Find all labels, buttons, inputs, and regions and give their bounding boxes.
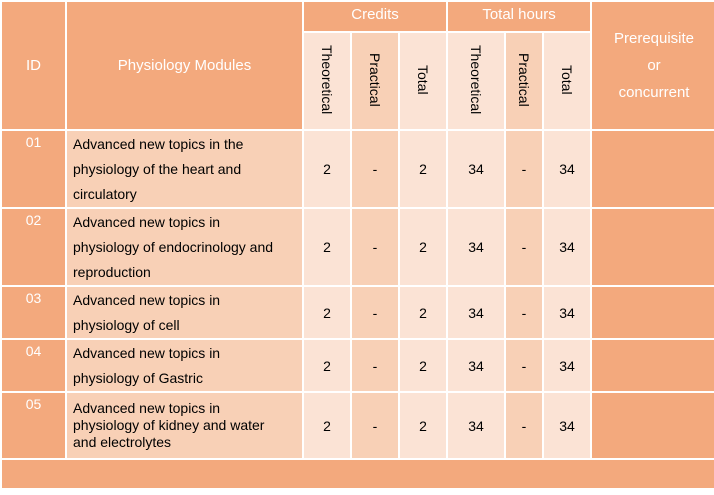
- prerequisite-cell: [592, 209, 714, 285]
- table-row: [2, 131, 714, 207]
- module-line: reproduction: [73, 263, 151, 280]
- table-row: [2, 287, 714, 338]
- header-credits-theoretical-label: Theoretical: [319, 44, 335, 115]
- module-line: physiology of the heart and: [73, 160, 242, 177]
- prerequisite-cell: [592, 131, 714, 207]
- credits-theoretical: 2: [304, 287, 350, 338]
- hours-total: 34: [544, 209, 590, 285]
- row-id: 05: [2, 393, 65, 458]
- header-credits: Credits: [304, 2, 446, 31]
- header-hours-theoretical: [448, 33, 504, 129]
- hours-theoretical: 34: [448, 393, 504, 458]
- module-line: physiology of endocrinology and: [73, 238, 274, 255]
- row-module: [67, 131, 302, 207]
- hours-practical: -: [506, 340, 542, 391]
- hours-theoretical: 34: [448, 209, 504, 285]
- header-credits-total: [400, 33, 446, 129]
- module-line: circulatory: [73, 185, 137, 202]
- footer-band: [2, 460, 714, 488]
- row-module: [67, 393, 302, 458]
- hours-total: 34: [544, 287, 590, 338]
- hours-total: 34: [544, 131, 590, 207]
- header-hours-practical-label: Practical: [516, 52, 533, 107]
- row-id: 03: [2, 287, 65, 338]
- header-credits-theoretical: [304, 33, 350, 129]
- header-hours-practical: [506, 33, 542, 129]
- credits-theoretical: 2: [304, 340, 350, 391]
- hours-practical: -: [506, 131, 542, 207]
- credits-theoretical: 2: [304, 131, 350, 207]
- credits-practical: -: [352, 209, 398, 285]
- credits-practical: -: [352, 340, 398, 391]
- header-credits-total-label: Total: [415, 64, 431, 95]
- header-hours-total: [544, 33, 590, 129]
- hours-practical: -: [506, 393, 542, 458]
- row-module: [67, 340, 302, 391]
- module-line: and electrolytes: [73, 434, 172, 450]
- credits-total: 2: [400, 209, 446, 285]
- table-row: [2, 393, 714, 458]
- prerequisite-cell: [592, 340, 714, 391]
- row-module: [67, 287, 302, 338]
- module-line: physiology of cell: [73, 316, 180, 333]
- credits-total: 2: [400, 287, 446, 338]
- prereq-line-3: concurrent: [618, 84, 690, 101]
- table-row: [2, 209, 714, 285]
- header-modules: Physiology Modules: [67, 2, 302, 129]
- module-line: Advanced new topics in the: [73, 135, 244, 152]
- credits-practical: -: [352, 287, 398, 338]
- hours-theoretical: 34: [448, 131, 504, 207]
- header-credits-practical: [352, 33, 398, 129]
- header-hours-total-label: Total: [559, 64, 576, 95]
- prereq-line-2: or: [647, 57, 661, 74]
- prerequisite-cell: [592, 393, 714, 458]
- module-line: Advanced new topics in: [73, 344, 221, 361]
- row-id: 02: [2, 209, 65, 285]
- credits-theoretical: 2: [304, 393, 350, 458]
- credits-practical: -: [352, 393, 398, 458]
- module-line: physiology of Gastric: [73, 369, 203, 386]
- table-footer-row: [2, 460, 714, 488]
- table-row: [2, 340, 714, 391]
- module-line: physiology of kidney and water: [73, 417, 265, 433]
- hours-total: 34: [544, 340, 590, 391]
- hours-total: 34: [544, 393, 590, 458]
- row-module: [67, 209, 302, 285]
- hours-practical: -: [506, 287, 542, 338]
- credits-total: 2: [400, 393, 446, 458]
- credits-total: 2: [400, 131, 446, 207]
- hours-theoretical: 34: [448, 340, 504, 391]
- prerequisite-cell: [592, 287, 714, 338]
- row-id: 04: [2, 340, 65, 391]
- header-total-hours: Total hours: [448, 2, 590, 31]
- credits-practical: -: [352, 131, 398, 207]
- module-line: Advanced new topics in: [73, 400, 221, 416]
- module-line: Advanced new topics in: [73, 213, 221, 230]
- header-credits-practical-label: Practical: [367, 52, 383, 107]
- credits-total: 2: [400, 340, 446, 391]
- hours-theoretical: 34: [448, 287, 504, 338]
- credits-theoretical: 2: [304, 209, 350, 285]
- header-hours-theoretical-label: Theoretical: [468, 44, 485, 115]
- hours-practical: -: [506, 209, 542, 285]
- row-id: 01: [2, 131, 65, 207]
- module-line: Advanced new topics in: [73, 291, 221, 308]
- prereq-line-1: Prerequisite: [613, 30, 695, 47]
- header-prerequisite: [592, 2, 714, 129]
- header-id: ID: [2, 2, 65, 129]
